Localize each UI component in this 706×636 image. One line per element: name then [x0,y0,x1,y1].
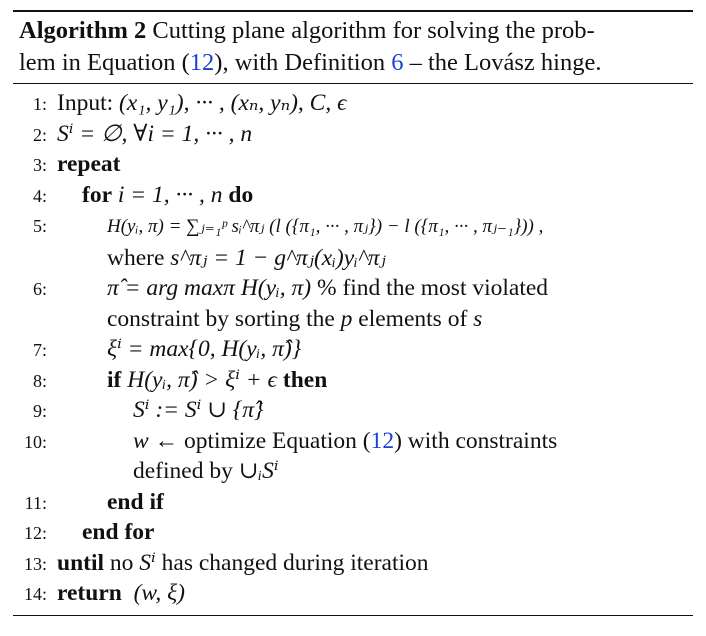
caption-text-2c: – the Lovász hinge. [403,49,602,76]
line-number: 12: [23,523,47,543]
keyword-then: then [282,366,328,393]
keyword-end-if: end if [107,488,164,515]
keyword-if: if [107,366,122,393]
line-math: p [340,305,353,332]
algo-line-11 [13,487,693,518]
line-text: no [104,549,140,576]
bottom-rule [13,615,693,616]
keyword-do: do [228,181,254,208]
algorithm-block [13,10,693,616]
line-text: Input: [57,90,120,116]
keyword-end-for: end for [82,519,155,545]
algo-line-6 [13,273,693,304]
line-number: 5: [32,216,47,236]
caption-text-2b: ), with Definition [214,49,392,76]
algo-line-8 [13,365,693,396]
line-text: % find the most violated [311,275,549,301]
caption-text-2a: lem in Equation ( [19,49,190,76]
line-math: w ← [133,427,179,454]
line-number: 9: [32,401,47,421]
line-math: (w, ξ) [133,580,185,606]
algo-line-2 [13,119,693,150]
algo-line-1 [13,88,693,119]
caption-label: Algorithm 2 [19,17,147,44]
line-math: s [473,305,483,332]
line-text: constraint by sorting the [107,305,341,332]
line-math: i = 1, ··· , n [117,181,223,208]
line-number: 1: [32,94,47,114]
line-number: 4: [32,185,47,206]
equation-ref-link[interactable]: 12 [370,427,395,454]
line-math: s^πⱼ = 1 − g^πⱼ(xᵢ)yᵢ^πⱼ [170,244,386,271]
algo-line-4 [13,180,693,211]
line-text: defined by [133,458,239,484]
line-number: 2: [32,124,47,145]
line-text: elements of [352,305,474,332]
line-number: 3: [32,155,47,175]
algo-line-5 [13,210,693,243]
algo-line-9 [13,395,693,426]
line-text: optimize Equation ( [178,427,371,454]
line-math: Sⁱ := Sⁱ ∪ {π̂} [133,397,264,423]
keyword-until: until [57,549,105,576]
algo-line-10-cont [13,456,693,487]
algo-line-6-cont [13,304,693,335]
line-math: (x₁, y₁), ··· , (xₙ, yₙ), C, ϵ [119,90,347,116]
keyword-for: for [82,181,113,208]
line-number: 7: [32,340,47,360]
keyword-repeat: repeat [57,151,121,177]
algo-line-10 [13,426,693,457]
algo-line-14 [13,578,693,609]
algorithm-caption [13,12,693,79]
algo-line-7 [13,334,693,365]
line-number: 10: [23,431,47,452]
line-number: 8: [32,370,47,391]
keyword-return: return [57,580,122,606]
algo-line-12 [13,517,693,548]
line-math: Sⁱ [139,549,156,576]
line-text: ) with constraints [394,427,558,454]
algo-line-13 [13,548,693,579]
line-text: where [107,244,171,271]
algo-line-3 [13,149,693,180]
line-math: H(yᵢ, π) = ∑ⱼ₌₁ᵖ sᵢ^πⱼ (l ({π₁, ··· , πⱼ}) − l ({π₁, ··· , πⱼ₋₁})) , [107,216,544,237]
line-number: 6: [32,279,47,299]
line-math: ∪ᵢSⁱ [238,458,279,484]
line-math: ξⁱ = max{0, H(yᵢ, π̂)} [107,336,302,362]
algorithm-body [13,84,693,615]
definition-ref-link[interactable]: 6 [391,49,404,76]
line-number: 11: [24,492,47,513]
line-number: 13: [23,553,47,574]
line-text: has changed during iteration [155,549,429,576]
line-number: 14: [23,584,47,604]
line-math: Sⁱ = ∅, ∀i = 1, ··· , n [57,120,253,147]
caption-text-1: Cutting plane algorithm for solving the prob- [152,17,595,44]
equation-ref-link[interactable]: 12 [189,49,215,76]
algo-line-5-cont [13,243,693,274]
line-math: π̂ = arg maxπ H(yᵢ, π) [107,275,312,301]
line-math: H(yᵢ, π̂) > ξⁱ + ϵ [127,366,278,393]
